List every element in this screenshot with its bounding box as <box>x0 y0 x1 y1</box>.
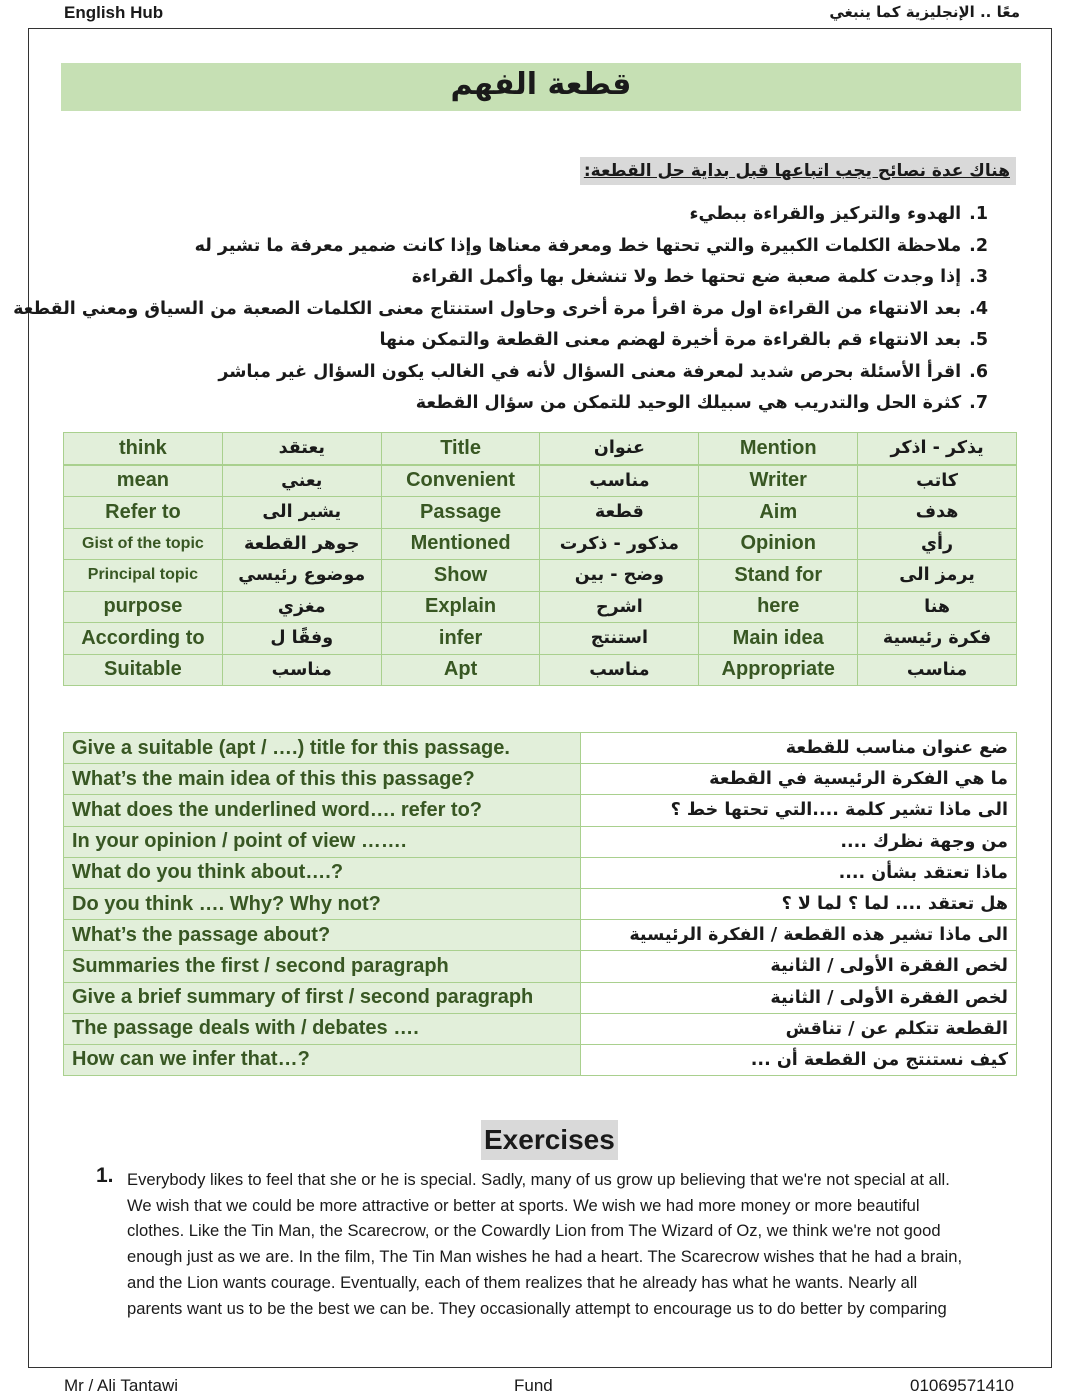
vocab-ar: جوهر القطعة <box>222 528 381 560</box>
phrase-ar: لخص الفقرة الأولى / الثانية <box>581 951 1017 982</box>
phrase-ar: ضع عنوان مناسب للقطعة <box>581 733 1017 764</box>
vocab-ar: اشرح <box>540 591 699 623</box>
table-row <box>64 433 1017 465</box>
vocab-ar: يذكر - اذكر <box>858 433 1017 465</box>
vocab-en: Mentioned <box>381 528 540 560</box>
passage-line: and the Lion wants courage. Eventually, each of them realizes that he already has what he wants. Nearly all <box>127 1272 918 1292</box>
exercise-passage <box>127 1167 1022 1321</box>
vocab-en: think <box>64 433 223 465</box>
exercises-heading: Exercises <box>481 1120 618 1160</box>
vocab-en: Writer <box>699 465 858 497</box>
table-row <box>64 1013 1017 1044</box>
vocab-en: Convenient <box>381 465 540 497</box>
phrase-en: What’s the passage about? <box>64 920 581 951</box>
tip-item: 4.بعد الانتهاء من القراءة اول مرة اقرأ مرة أخرى وحاول استنتاج معنى الكلمات الصعبة من السياق ومعني القطعة <box>13 298 988 319</box>
tip-item: 7.كثرة الحل والتدريب هي سبيلك الوحيد للتمكن من سؤال القطعة <box>415 393 988 413</box>
vocab-ar: مناسب <box>858 654 1017 686</box>
footer-author: Mr / Ali Tantawi <box>64 1376 179 1395</box>
phrase-en: What does the underlined word…. refer to? <box>64 795 581 826</box>
vocab-ar: عنوان <box>540 433 699 465</box>
vocab-ar: استنتج <box>540 623 699 655</box>
vocab-ar: هدف <box>858 497 1017 529</box>
vocab-en: Appropriate <box>699 654 858 686</box>
vocab-en: Suitable <box>64 654 223 686</box>
phrase-en: Give a brief summary of first / second paragraph <box>64 982 581 1013</box>
vocab-ar: يعتقد <box>222 433 381 465</box>
phrase-ar: ماذا تعتقد بشأن .... <box>581 857 1017 888</box>
vocab-ar: قطعة <box>540 497 699 529</box>
intro-text: هناك عدة نصائح يجب اتباعها قبل بداية حل القطعة: <box>580 157 1016 185</box>
vocabulary-table <box>63 432 1017 686</box>
phrase-en: How can we infer that…? <box>64 1044 581 1075</box>
phrase-ar: القطعة تتكلم عن / تناقش <box>581 1013 1017 1044</box>
table-row <box>64 560 1017 592</box>
tip-item: 1.الهدوء والتركيز والقراءة ببطيء <box>689 204 988 224</box>
vocab-en: purpose <box>64 591 223 623</box>
vocab-en: Refer to <box>64 497 223 529</box>
vocab-ar: مغزي <box>222 591 381 623</box>
vocab-ar: مناسب <box>540 654 699 686</box>
table-row <box>64 920 1017 951</box>
phrase-ar: هل تعتقد .... لما ؟ لما لا ؟ <box>581 888 1017 919</box>
vocab-en: infer <box>381 623 540 655</box>
vocab-en: Opinion <box>699 528 858 560</box>
tips-list <box>13 199 988 420</box>
phrase-en: What’s the main idea of this this passage? <box>64 764 581 795</box>
table-row <box>64 857 1017 888</box>
tip-item: 3.إذا وجدت كلمة صعبة ضع تحتها خط ولا تنشغل بها وأكمل القراءة <box>411 267 988 287</box>
exercise-number: 1. <box>96 1164 114 1187</box>
tip-item: 6.اقرأ الأسئلة بحرص شديد لمعرفة معنى السؤال لأنه في الغالب يكون السؤال غير مباشر <box>218 361 988 382</box>
vocab-ar: مذكور - ذكرت <box>540 528 699 560</box>
vocab-en: Show <box>381 560 540 592</box>
vocab-en: Mention <box>699 433 858 465</box>
passage-line: Everybody likes to feel that she or he is special. Sadly, many of us grow up believing that we're not special at all. <box>127 1170 950 1189</box>
phrase-ar: من وجهة نظرك .... <box>581 826 1017 857</box>
passage-line: enough just as we are. In the film, The Tin Man wishes he had a heart. The Scarecrow wishes that he had a brain, <box>127 1247 963 1267</box>
vocab-ar: وفقًا ل <box>222 623 381 655</box>
footer-center: Fund <box>514 1376 553 1395</box>
table-row <box>64 528 1017 560</box>
vocab-ar: فكرة رئيسية <box>858 623 1017 655</box>
vocab-en: Apt <box>381 654 540 686</box>
vocab-en: Aim <box>699 497 858 529</box>
table-row <box>64 654 1017 686</box>
phrase-en: What do you think about….? <box>64 857 581 888</box>
phrase-ar: ما هي الفكرة الرئيسية في القطعة <box>581 764 1017 795</box>
table-row <box>64 982 1017 1013</box>
table-row <box>64 497 1017 529</box>
vocab-ar: هنا <box>858 591 1017 623</box>
title-banner <box>61 63 1021 111</box>
vocab-en: Stand for <box>699 560 858 592</box>
phrase-en: Summaries the first / second paragraph <box>64 951 581 982</box>
vocab-en: Principal topic <box>64 560 223 592</box>
passage-line: clothes. Like the Tin Man, the Scarecrow, or the Cowardly Lion from The Wizard of Oz, we think we're not good <box>127 1221 941 1241</box>
phrase-ar: الى ماذا تشير هذه القطعة / الفكرة الرئيسية <box>581 920 1017 951</box>
phrase-ar: لخص الفقرة الأولى / الثانية <box>581 982 1017 1013</box>
vocab-ar: كاتب <box>858 465 1017 497</box>
vocab-ar: رأي <box>858 528 1017 560</box>
page-title: قطعة الفهم <box>450 67 632 102</box>
vocab-ar: يعني <box>222 465 381 497</box>
vocab-en: here <box>699 591 858 623</box>
vocab-en: mean <box>64 465 223 497</box>
phrase-ar: كيف نستنتج من القطعة أن ... <box>581 1044 1017 1075</box>
phrase-en: Do you think …. Why? Why not? <box>64 888 581 919</box>
question-phrases-table <box>63 732 1017 1076</box>
vocab-en: Gist of the topic <box>64 528 223 560</box>
table-row <box>64 951 1017 982</box>
vocab-ar: مناسب <box>222 654 381 686</box>
vocab-ar: يرمز الى <box>858 560 1017 592</box>
tip-item: 5.بعد الانتهاء قم بالقراءة مرة أخيرة لهضم معنى القطعة والتمكن منها <box>379 330 988 350</box>
table-row <box>64 733 1017 764</box>
tip-item: 2.ملاحظة الكلمات الكبيرة والتي تحتها خط ومعرفة معناها وإذا كانت ضمير معرفة ما تشير له <box>194 235 988 256</box>
table-row <box>64 795 1017 826</box>
phrase-en: Give a suitable (apt / ….) title for this passage. <box>64 733 581 764</box>
table-row <box>64 888 1017 919</box>
vocab-en: According to <box>64 623 223 655</box>
passage-line: parents want us to be the best we can be. They occasionally attempt to encourage us to do better by comparing <box>127 1298 947 1318</box>
vocab-ar: موضوع رئيسي <box>222 560 381 592</box>
table-row <box>64 1044 1017 1075</box>
passage-line: We wish that we could be more attractive or better at sports. We wish we had more money or more beautiful <box>127 1195 920 1215</box>
table-row <box>64 465 1017 497</box>
table-row <box>64 764 1017 795</box>
footer-phone: 01069571410 <box>909 1376 1014 1395</box>
vocab-en: Title <box>381 433 540 465</box>
vocab-ar: يشير الى <box>222 497 381 529</box>
header-brand: English Hub <box>64 3 164 22</box>
phrase-ar: الى ماذا تشير كلمة ....التي تحتها خط ؟ <box>581 795 1017 826</box>
table-row <box>64 623 1017 655</box>
vocab-ar: مناسب <box>540 465 699 497</box>
vocab-en: Explain <box>381 591 540 623</box>
vocab-en: Main idea <box>699 623 858 655</box>
vocab-en: Passage <box>381 497 540 529</box>
phrase-en: In your opinion / point of view ……. <box>64 826 581 857</box>
table-row <box>64 591 1017 623</box>
header-slogan: معًا .. الإنجليزية كما ينبغي <box>829 3 1020 21</box>
phrase-en: The passage deals with / debates …. <box>64 1013 581 1044</box>
vocab-ar: وضح - بين <box>540 560 699 592</box>
table-row <box>64 826 1017 857</box>
